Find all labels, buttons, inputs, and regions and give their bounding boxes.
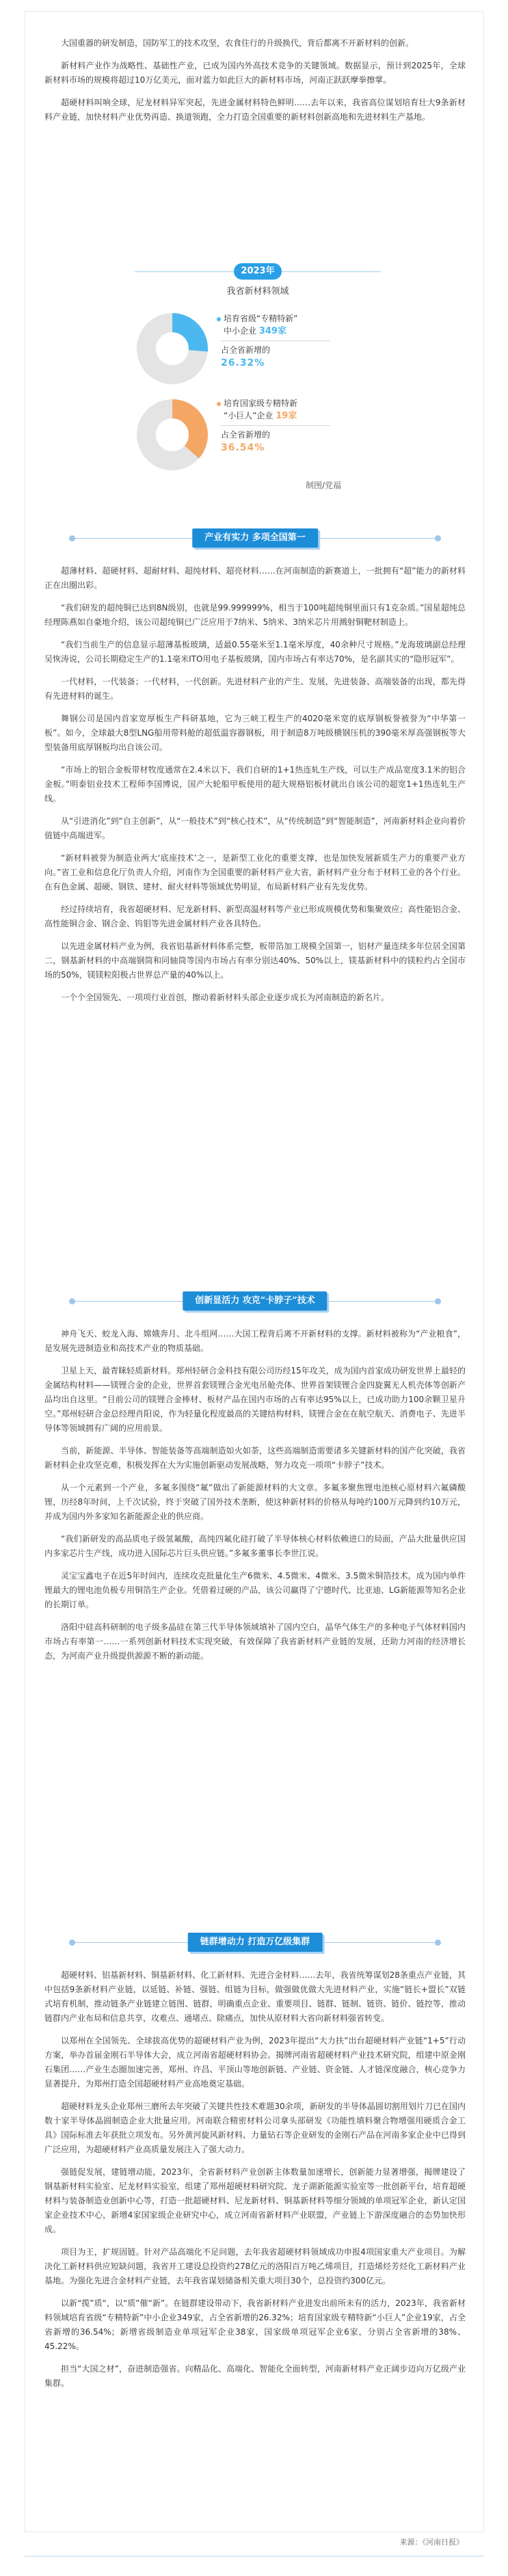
item1-count: 349家	[258, 326, 286, 336]
body-paragraph: “市场上的铝合金板带材牧度通常在2.4米以下，我们自研的1+1热连轧生产线，可以生产成品宽度3.1米的铝合金板。”明泰铝业技术工程师李国博说，国产大轮船甲板使用的超大规格铝板材就出自该公司的超宽1+1热连轧生产线。	[44, 765, 466, 803]
item1-divider	[221, 340, 330, 341]
item2-line1: 培育国家级专精特新	[224, 399, 298, 408]
item1-line1: 培育省级“专精特新”	[224, 314, 298, 323]
donut-svg-2	[135, 397, 210, 472]
bullet-icon	[217, 317, 221, 321]
body-paragraph: 超硬材料龙头企业郑州三磨所去年突破了关键共性技术难题30余项，新研发的半导体晶圆切割用划片刀已在国内数十家半导体晶圆制造企业大批量应用。河南联合精密材料公司拿头部研发《功能性填料聚合物增强用硬质合金工具》国际标准去年获批立项发布。另外黄河旋风新材料、力量钻石等企业研发的金刚石产品在河南多家企业中已得到广泛应用，为超硬材料产业高质量发展注入了强大动力。	[44, 2102, 466, 2154]
donut-chart-2	[135, 397, 210, 472]
body-paragraph: “我们当前生产的信息显示超薄基板玻璃，适最0.55毫米至1.1毫米厚度，40余种尺寸规格。”龙海玻璃副总经理吴恢涛说，公司长期稳定生产的1.1毫米ITO用电子基板玻璃，国内市场占有率达70%，是名副其实的“隐形冠军”。	[44, 640, 466, 664]
body-paragraph: 担当“大国之材”，奋进制造强省。向精品化、高端化、智能化全面转型，河南新材料产业正阔步迈向万亿级产业集群。	[44, 2364, 466, 2388]
body-paragraph: 当前，新能源、半导体、智能装备等高端制造如火如荼，这些高端制造需要诸多关键新材料的国产化突破，我省新材料企业攻坚克难，积极发挥在大为实施创新驱动发展战略，努力攻克一项项“卡脖子”技术。	[44, 1446, 466, 1470]
section-banner-2	[44, 1289, 466, 1313]
chart-credit: 制图/党福	[306, 481, 342, 490]
item1-share: 26.32%	[221, 358, 265, 368]
item2-share-label: 占全省新增的	[221, 430, 271, 440]
infographic	[135, 263, 381, 493]
body-paragraph: 舞钢公司是国内首家宽厚板生产科研基地，它为三峡工程生产的4020毫米宽的底厚钢板誉被誉为“中华第一板”。如今，全球最大8型LNG船用带料舱的超低温容器钢板，用于制造8万吨级横钢压机的390毫米厚高强钢板等大型装备用底厚钢板均出自该公司。	[44, 714, 466, 752]
stat-item-2	[217, 397, 374, 455]
body-paragraph: 神舟飞天、蛟龙入海、嫦娥奔月、北斗组网……大国工程背后离不开新材料的支撑。新材料被称为“产业粮食”，是发展先进制造业和高技术产业的物质基础。	[44, 1329, 466, 1353]
body-paragraph: 经过持续培育，我省超硬材料、尼龙新材料、新型高温材料等产业已形成规模优势和集聚效应；高性能铝合金、高性能铜合金、钢合金、钨钼等先进金属材料产业各具特色。	[44, 904, 466, 928]
item2-share: 36.54%	[221, 442, 265, 453]
donut-svg-1	[135, 311, 210, 386]
section-title: 产业有实力 多项全国第一	[192, 528, 318, 548]
source-row	[25, 2535, 484, 2549]
body-paragraph: 卫星上天，最青睐轻质新材料。郑州轻研合金科技有限公司历经15年攻关，成为国内首家成功研发世界上最轻的金属结构材料——镁锂合金的企业，世界首套镁锂合金光电吊舱壳体、世界首架镁锂合金四旋翼无人机壳体等创新产品均出自这里。“目前公司的镁锂合金棒材、板材产品在国内市场的占有率达95%以上，已成功助力100余颗卫星升空。”郑州轻研合金总经理肖阳说，作为轻量化程度最高的关键结构材料，镁锂合金在在航空航天、消费电子、先进半导体等领域拥有广阔的应用前景。	[44, 1366, 466, 1433]
body-paragraph: 洛阳中硅高科研制的电子级多晶硅在第三代半导体领域填补了国内空白，晶华气体生产的多种电子气体材料国内市场占有率第一……一系列创新材料技术实现突破，有效保障了我省新材料产业链的发展，还助力河南的经济增长态，为河南产业升级提供源源不断的新动能。	[44, 1622, 466, 1661]
body-paragraph: 一代材料，一代装备；一代材料，一代创新。先进材料产业的产生、发展，先进装备、高端装备的出现，都先得有先进材料的诞生。	[44, 677, 466, 701]
section-2-body	[44, 1327, 466, 1672]
source-credit: 来源：《河南日报》	[399, 2538, 464, 2547]
year-badge: 2023年	[234, 263, 282, 280]
intro-section	[44, 36, 466, 133]
donut-chart-1	[135, 311, 210, 386]
section-1-body	[44, 564, 466, 1013]
section-banner-1	[44, 526, 466, 550]
section-title: 创新显活力 攻克“卡脖子”技术	[183, 1291, 327, 1311]
body-paragraph: 从“引进消化”到“自主创新”，从“一般技术”到“核心技术”，从“传统制造”到“智能制造”，河南新材料企业向着价值链中高端进军。	[44, 816, 466, 840]
body-paragraph: “新材料被誉为制造业两大‘底座技术’之一，是新型工业化的重要支撑，也是加快发展新质生产力的重要产业方向。”省工业和信息化厅负责人介绍，河南作为全国重要的新材料产业大省，新材料产业分布于材料工业的各个行业。在有色金属、超硬、钢铁、建材、耐火材料等领域优势明显，布局新材料产业有先发优势。	[44, 853, 466, 891]
item1-line2: 中小企业	[224, 326, 257, 336]
intro-paragraph: 大国重器的研发制造，国防军工的技术攻坚，农食住行的升级换代，背后都离不开新材料的创新。	[61, 38, 414, 48]
body-paragraph: 灵宝宝鑫电子在近5年时间内，连续攻克批量化生产6微米、4.5微米、4微米、3.5微米铜箔技术，成为国内单件锂最大的锂电池负极专用铜箔生产企业。凭借着过硬的产品，该公司赢得了宁德时代、比亚迪、LG新能源等知名企业的长期订单。	[44, 1571, 466, 1609]
bullet-icon	[217, 402, 221, 406]
item2-line2: “小巨人”企业	[224, 411, 273, 420]
intro-paragraph: 新材料产业作为战略性、基础性产业，已成为国内外高技术竞争的关键领域。数据显示，预计到2025年，全球新材料市场的规模将超过10万亿美元，面对蓝力如此巨大的新材料市场，河南正跃跃摩拳擦掌。	[44, 61, 466, 85]
item2-count: 19家	[276, 411, 297, 421]
body-paragraph: 以新“揽”质“，以“质”催“新”。在链群建设带动下，我省新材料产业进发出前所未有的活力，2023年，我省新材料领域培育省级“专精特新”中小企业349家，占全省新增的26.32%；培育国家级专精特新“小巨人”企业19家，占全省新增的36.54%；新增省级制造业单项冠军企业38家，国家级单项冠军企业6家，分别占全省新增的38%、45.22%。	[44, 2298, 466, 2351]
body-paragraph: 超硬材料、铝基新材料、铜基新材料、化工新材料、先进合金材料……去年，我省统筹谋划28条重点产业链，其中包括9条新材料产业链，以延链、补链、强链、组链为目标，做强做优做大先进材料产业，实施“链长+盟长”双链式培育机制，推动链条产业链建立链图、链群，明确重点企业、重要项目、链群、链制、链资、链价、链控等，推动链群内产业布局和信息共享，攻难点、通堵点、除痛点，加快从原材料大省向新材料强省转变。	[44, 1970, 466, 2023]
article-page	[25, 11, 484, 2532]
intro-paragraph: 超硬材料叫响全球，尼龙材料异军突起，先进金属材料特色鲜明……去年以来，我省高位谋划培育壮大9条新材料产业链，加快材料产业优势再造、换道领跑，全力打造全国重要的新材料创新高地和先进材料生产基地。	[44, 98, 466, 122]
body-paragraph: “我们新研发的高品质电子级氢氟酸，高纯四氟化硅打破了半导体核心材料依赖进口的局面，产品大批量供应国内多家芯片生产线，成功进入国际芯片巨头供应链。”多氟多董事长李世江说。	[44, 1534, 466, 1558]
body-paragraph: 超薄材料、超硬材料、超耐材料、超纯材料、超亮材料……在河南制造的新赛道上，一批拥有“超”能力的新材料正在出圈出彩。	[44, 566, 466, 590]
body-paragraph: 强链促发展，建链增动能，2023年，全省新材料产业创新主体数量加速增长，创新能力显著增强，揭牌建设了钢基新材料实验室、尼龙材料实验室，组建了郑州超硬材料研究院、龙子湖新能源实验室等一批创新平台，培育超硬材料与装备制造业创新中心等，打造一批超硬材料、尼龙新材料、铜基新材料等细分领域的单项冠军企业，新认定国家企业技术中心，新增4家国家级企业研究中心，成立河南省新材料产业联盟，产业链上下游深度融合的态势加快形成。	[44, 2167, 466, 2234]
body-paragraph: “我们研发的超纯铜已达到8N级别，也就是99.999999%，相当于100吨超纯铜里面只有1克杂质。”国星超纯总经理陈燕如自豪地介绍，该公司超纯铜已广泛应用于7纳米、5纳米、3纳米芯片用溅射铜靶材制造上。	[44, 603, 466, 627]
body-paragraph: 从一个元素到一个产业，多氟多围绕“氟”做出了新能源材料的大文章。多氟多聚焦锂电池核心原材料六氟磷酸锂，历经8年时间，上千次试验，终于突破了国外技术垄断，使这种新材料的价格从每吨约100万元降到约10万元，并成为国内外多家知名新能源企业的供应商。	[44, 1483, 466, 1521]
infographic-subtitle: 我省新材料领域	[226, 286, 289, 297]
body-paragraph: 一个个全国领先、一项项行业首创，擦动着新材料头部企业逐步成长为河南制造的新名片。	[61, 993, 390, 1002]
section-3-body	[44, 1968, 466, 2399]
body-paragraph: 以郑州在全国领先、全球拔高优势的超硬材料产业为例，2023年提出“大力扶”出台超硬材料产业链“1+5”行动方案，举办首届金刚石半导体大会，成立河南省超硬材料协会。揭牌河南省超硬材料产业技术研究院，组建中原金刚石集团……产业生态圈加速完善，郑州、许昌、平顶山等地创新链、产业链、资金链、人才链深度融合，核心竞争力显著提升，为郑州打造全国超硬材料产业高地奠定基础。	[44, 2036, 466, 2089]
stat-item-1	[217, 312, 374, 370]
section-banner-3	[44, 1930, 466, 1955]
item1-share-label: 占全省新增的	[221, 345, 271, 355]
item2-divider	[221, 425, 330, 426]
body-paragraph: 项目为王，扩规固链。针对产品高端化不足问题，去年我省超硬材料领域成功申报4项国家重大产业项目。为解决化工新材料供应短缺问题，我省开工建设总投资约278亿元的洛阳百万吨乙烯项目，打造烯烃芳烃化工新材料产业基地。为强化先进合金材料产业链，去年我省谋划储备相关重大项目30个，总投资约300亿元。	[44, 2247, 466, 2285]
footer-divider	[25, 2555, 484, 2557]
body-paragraph: 以先进金属材料产业为例，我省铝基新材料体系完整，板带箔加工规模全国第一，铝材产量连续多年位居全国第二，钢基新材料的中高端钢筒和同轴筒等国内市场占有率分别达40%、50%以上，镁基新材料中的镁粒约占全国市场的50%，镁镁粒阳极占世界总产量的40%以上。	[44, 941, 466, 980]
section-title: 链群增动力 打造万亿级集群	[188, 1933, 323, 1952]
